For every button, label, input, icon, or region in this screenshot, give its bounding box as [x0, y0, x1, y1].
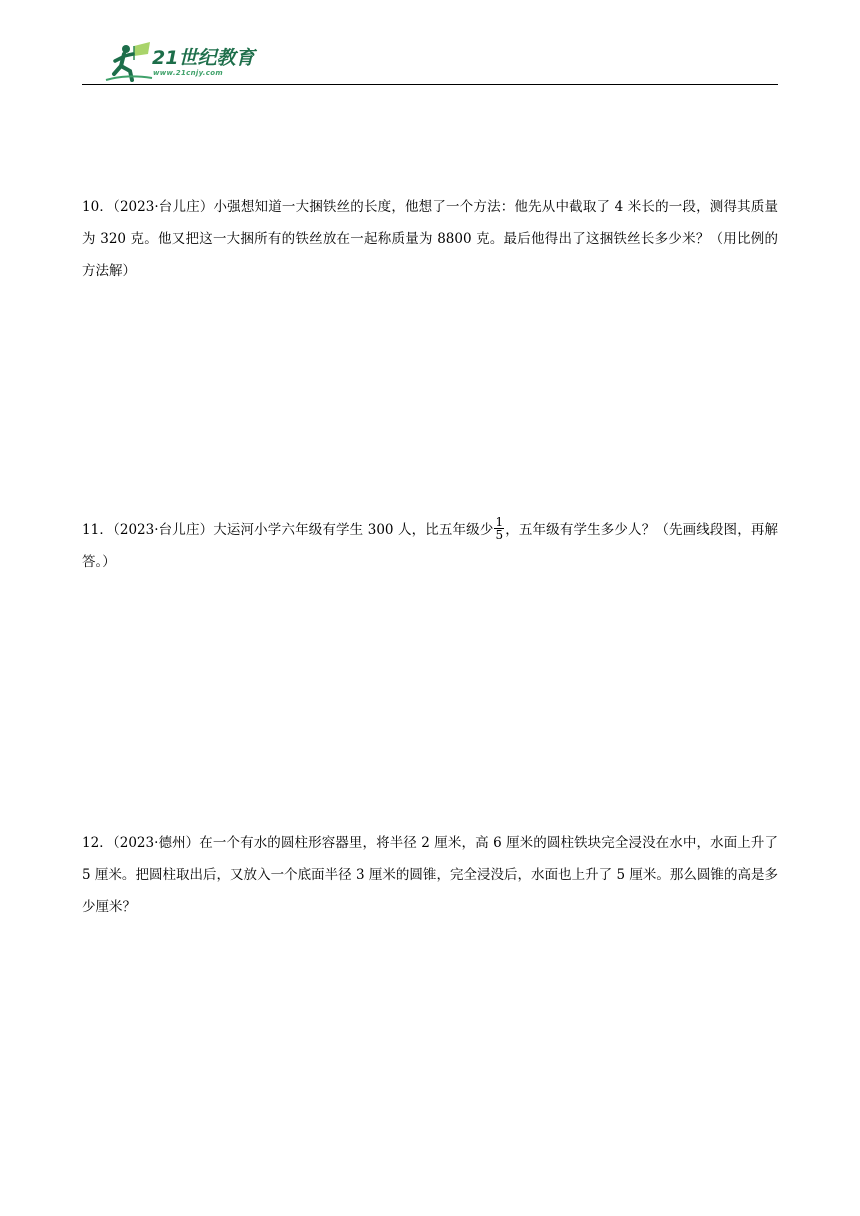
- question-12: 12．（2023·德州）在一个有水的圆柱形容器里，将半径 2 厘米，高 6 厘米的圆柱铁块完全浸没在水中，水面上升了 5 厘米。把圆柱取出后，又放入一个底面半径 3 厘米的圆锥，完全浸没后，水面也上升了 5 厘米。那么圆锥的高是多少厘米？: [82, 835, 778, 915]
- question-11-text-before: 11．（2023·台儿庄）大运河小学六年级有学生 300 人，比五年级少: [82, 522, 494, 538]
- header-divider: [82, 84, 778, 85]
- logo-url: www.21cnjy.com: [153, 69, 223, 77]
- logo-text: 21世纪教育: [152, 47, 255, 69]
- fraction-denominator: 5: [495, 528, 504, 542]
- fraction-numerator: 1: [495, 515, 504, 529]
- question-11-text-after: ，五年级有学生多少人？（先画线段图，再解答。）: [82, 522, 778, 570]
- question-10: 10．（2023·台儿庄）小强想知道一大捆铁丝的长度，他想了一个方法：他先从中截取了 4 米长的一段，测得其质量为 320 克。他又把这一大捆所有的铁丝放在一起称质量为 8800 克。最后他得出了这捆铁丝长多少米？（用比例的方法解）: [82, 199, 778, 279]
- fraction-one-fifth: [494, 516, 504, 541]
- logo: [104, 40, 274, 84]
- page-header: [82, 40, 778, 86]
- running-figure-flag-icon: [104, 40, 156, 84]
- question-11: [82, 514, 778, 578]
